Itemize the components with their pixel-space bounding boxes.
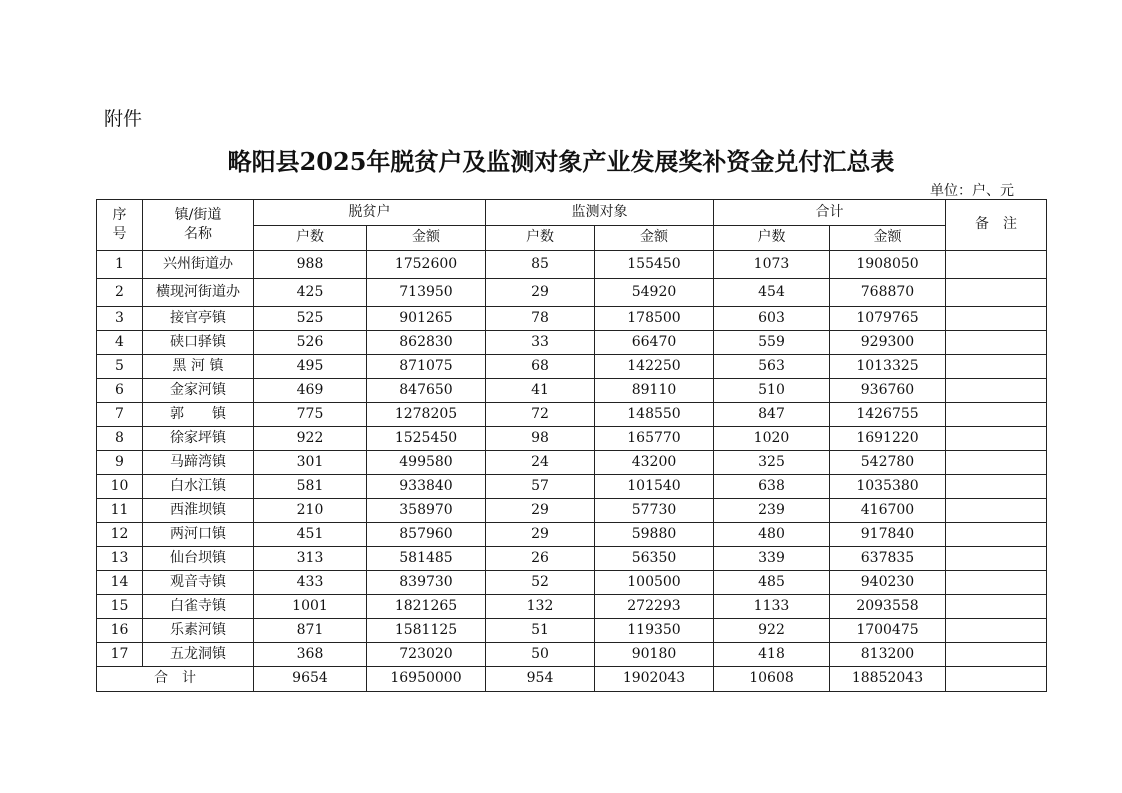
total-remark: [946, 667, 1047, 692]
cell-monitor-amount: 43200: [595, 451, 714, 475]
cell-total-amount: 1908050: [830, 251, 946, 279]
cell-town-name: 硖口驿镇: [143, 331, 254, 355]
cell-monitor-households: 98: [486, 427, 595, 451]
cell-monitor-households: 26: [486, 547, 595, 571]
cell-town-name: 兴州街道办: [143, 251, 254, 279]
cell-total-households: 563: [714, 355, 830, 379]
table-row: [97, 331, 1047, 355]
cell-monitor-amount: 178500: [595, 307, 714, 331]
cell-poverty-households: 469: [254, 379, 367, 403]
cell-monitor-households: 51: [486, 619, 595, 643]
cell-monitor-amount: 142250: [595, 355, 714, 379]
cell-total-amount: 416700: [830, 499, 946, 523]
cell-poverty-amount: 1752600: [367, 251, 486, 279]
cell-town-name: 两河口镇: [143, 523, 254, 547]
header-remark: 备 注: [946, 200, 1047, 251]
cell-poverty-amount: 723020: [367, 643, 486, 667]
cell-total-households: 418: [714, 643, 830, 667]
cell-poverty-amount: 862830: [367, 331, 486, 355]
cell-remark: [946, 619, 1047, 643]
cell-poverty-households: 313: [254, 547, 367, 571]
cell-poverty-households: 526: [254, 331, 367, 355]
cell-poverty-households: 210: [254, 499, 367, 523]
cell-seq: 17: [97, 643, 143, 667]
cell-total-households: 1020: [714, 427, 830, 451]
cell-monitor-households: 29: [486, 523, 595, 547]
cell-town-name: 五龙洞镇: [143, 643, 254, 667]
cell-monitor-households: 24: [486, 451, 595, 475]
cell-total-households: 559: [714, 331, 830, 355]
cell-seq: 6: [97, 379, 143, 403]
cell-seq: 1: [97, 251, 143, 279]
cell-monitor-households: 33: [486, 331, 595, 355]
total-monitor-amount: 1902043: [595, 667, 714, 692]
header-row-1: [97, 200, 1047, 226]
cell-total-households: 480: [714, 523, 830, 547]
header-seq: [97, 200, 143, 251]
cell-remark: [946, 307, 1047, 331]
cell-poverty-households: 451: [254, 523, 367, 547]
header-monitor-households: 户数: [486, 226, 595, 251]
cell-remark: [946, 379, 1047, 403]
cell-poverty-households: 1001: [254, 595, 367, 619]
table-row: [97, 523, 1047, 547]
cell-poverty-households: 525: [254, 307, 367, 331]
cell-remark: [946, 475, 1047, 499]
cell-monitor-amount: 119350: [595, 619, 714, 643]
total-households: 10608: [714, 667, 830, 692]
cell-seq: 10: [97, 475, 143, 499]
cell-seq: 13: [97, 547, 143, 571]
cell-monitor-households: 41: [486, 379, 595, 403]
cell-total-households: 325: [714, 451, 830, 475]
header-poverty-amount: 金额: [367, 226, 486, 251]
cell-monitor-households: 50: [486, 643, 595, 667]
cell-poverty-households: 922: [254, 427, 367, 451]
header-town-top: 镇/街道: [174, 207, 222, 224]
cell-monitor-households: 29: [486, 279, 595, 307]
total-label: 合 计: [97, 667, 254, 692]
table-row: [97, 307, 1047, 331]
cell-town-name: 仙台坝镇: [143, 547, 254, 571]
cell-total-households: 239: [714, 499, 830, 523]
cell-monitor-amount: 272293: [595, 595, 714, 619]
cell-poverty-households: 433: [254, 571, 367, 595]
cell-total-amount: 1691220: [830, 427, 946, 451]
cell-remark: [946, 451, 1047, 475]
table-row: [97, 451, 1047, 475]
cell-monitor-amount: 155450: [595, 251, 714, 279]
header-seq-top: 序: [112, 207, 127, 224]
cell-seq: 12: [97, 523, 143, 547]
cell-poverty-amount: 1821265: [367, 595, 486, 619]
cell-total-amount: 1426755: [830, 403, 946, 427]
cell-monitor-amount: 54920: [595, 279, 714, 307]
total-poverty-households: 9654: [254, 667, 367, 692]
cell-poverty-amount: 839730: [367, 571, 486, 595]
header-total-group: 合计: [714, 200, 946, 226]
cell-seq: 8: [97, 427, 143, 451]
cell-poverty-households: 775: [254, 403, 367, 427]
document-title: 略阳县2025年脱贫户及监测对象产业发展奖补资金兑付汇总表: [227, 147, 895, 176]
cell-poverty-households: 368: [254, 643, 367, 667]
cell-remark: [946, 427, 1047, 451]
cell-total-amount: 2093558: [830, 595, 946, 619]
cell-total-amount: 1079765: [830, 307, 946, 331]
cell-seq: 9: [97, 451, 143, 475]
cell-monitor-households: 57: [486, 475, 595, 499]
header-town: [143, 200, 254, 251]
cell-monitor-households: 132: [486, 595, 595, 619]
attachment-label: 附件: [104, 108, 143, 130]
cell-poverty-households: 425: [254, 279, 367, 307]
table-row: [97, 595, 1047, 619]
cell-total-households: 922: [714, 619, 830, 643]
cell-poverty-households: 988: [254, 251, 367, 279]
summary-table: [96, 199, 1047, 692]
cell-monitor-amount: 57730: [595, 499, 714, 523]
cell-total-households: 847: [714, 403, 830, 427]
table-row: [97, 427, 1047, 451]
cell-poverty-amount: 358970: [367, 499, 486, 523]
cell-remark: [946, 331, 1047, 355]
cell-town-name: 乐素河镇: [143, 619, 254, 643]
cell-poverty-amount: 847650: [367, 379, 486, 403]
cell-total-amount: 1700475: [830, 619, 946, 643]
cell-total-households: 339: [714, 547, 830, 571]
cell-seq: 7: [97, 403, 143, 427]
cell-monitor-households: 72: [486, 403, 595, 427]
cell-poverty-amount: 1581125: [367, 619, 486, 643]
cell-remark: [946, 251, 1047, 279]
table-row: [97, 379, 1047, 403]
cell-total-households: 638: [714, 475, 830, 499]
total-poverty-amount: 16950000: [367, 667, 486, 692]
cell-monitor-amount: 56350: [595, 547, 714, 571]
cell-monitor-households: 52: [486, 571, 595, 595]
cell-monitor-amount: 148550: [595, 403, 714, 427]
header-monitor-group: 监测对象: [486, 200, 714, 226]
cell-remark: [946, 547, 1047, 571]
cell-total-households: 1073: [714, 251, 830, 279]
cell-monitor-households: 29: [486, 499, 595, 523]
cell-seq: 16: [97, 619, 143, 643]
cell-poverty-amount: 871075: [367, 355, 486, 379]
cell-monitor-amount: 89110: [595, 379, 714, 403]
cell-monitor-amount: 66470: [595, 331, 714, 355]
cell-remark: [946, 355, 1047, 379]
cell-remark: [946, 571, 1047, 595]
cell-monitor-amount: 165770: [595, 427, 714, 451]
cell-total-households: 603: [714, 307, 830, 331]
cell-town-name: 郭 镇: [143, 403, 254, 427]
header-monitor-amount: 金额: [595, 226, 714, 251]
header-total-households: 户数: [714, 226, 830, 251]
cell-town-name: 观音寺镇: [143, 571, 254, 595]
cell-seq: 15: [97, 595, 143, 619]
table-row: [97, 619, 1047, 643]
cell-total-amount: 768870: [830, 279, 946, 307]
table-row: [97, 403, 1047, 427]
table-row: [97, 251, 1047, 279]
total-row: [97, 667, 1047, 692]
total-amount: 18852043: [830, 667, 946, 692]
header-town-bottom: 名称: [184, 226, 212, 242]
cell-remark: [946, 523, 1047, 547]
cell-monitor-households: 78: [486, 307, 595, 331]
table-row: [97, 279, 1047, 307]
cell-poverty-households: 301: [254, 451, 367, 475]
total-monitor-households: 954: [486, 667, 595, 692]
cell-seq: 3: [97, 307, 143, 331]
cell-monitor-amount: 90180: [595, 643, 714, 667]
cell-seq: 2: [97, 279, 143, 307]
table-row: [97, 571, 1047, 595]
cell-town-name: 西淮坝镇: [143, 499, 254, 523]
unit-label: 单位：户、元: [930, 183, 1014, 199]
cell-poverty-amount: 1525450: [367, 427, 486, 451]
cell-total-amount: 1035380: [830, 475, 946, 499]
cell-total-households: 485: [714, 571, 830, 595]
cell-total-amount: 917840: [830, 523, 946, 547]
cell-total-households: 510: [714, 379, 830, 403]
cell-town-name: 接官亭镇: [143, 307, 254, 331]
cell-seq: 14: [97, 571, 143, 595]
cell-total-households: 1133: [714, 595, 830, 619]
cell-town-name: 金家河镇: [143, 379, 254, 403]
cell-poverty-amount: 581485: [367, 547, 486, 571]
cell-town-name: 徐家坪镇: [143, 427, 254, 451]
header-total-amount: 金额: [830, 226, 946, 251]
cell-remark: [946, 643, 1047, 667]
cell-town-name: 马蹄湾镇: [143, 451, 254, 475]
cell-total-amount: 813200: [830, 643, 946, 667]
cell-poverty-households: 871: [254, 619, 367, 643]
cell-total-amount: 940230: [830, 571, 946, 595]
cell-seq: 4: [97, 331, 143, 355]
cell-total-amount: 1013325: [830, 355, 946, 379]
cell-monitor-amount: 59880: [595, 523, 714, 547]
cell-town-name: 白水江镇: [143, 475, 254, 499]
table-row: [97, 475, 1047, 499]
cell-remark: [946, 403, 1047, 427]
header-seq-bottom: 号: [112, 226, 127, 242]
cell-poverty-amount: 499580: [367, 451, 486, 475]
cell-poverty-amount: 901265: [367, 307, 486, 331]
cell-monitor-households: 68: [486, 355, 595, 379]
header-poverty-group: 脱贫户: [254, 200, 486, 226]
table-row: [97, 499, 1047, 523]
table-row: [97, 547, 1047, 571]
table-row: [97, 643, 1047, 667]
cell-seq: 11: [97, 499, 143, 523]
cell-poverty-amount: 1278205: [367, 403, 486, 427]
cell-poverty-amount: 933840: [367, 475, 486, 499]
cell-poverty-households: 495: [254, 355, 367, 379]
cell-total-amount: 542780: [830, 451, 946, 475]
cell-seq: 5: [97, 355, 143, 379]
cell-monitor-amount: 100500: [595, 571, 714, 595]
cell-total-amount: 929300: [830, 331, 946, 355]
cell-total-amount: 637835: [830, 547, 946, 571]
cell-remark: [946, 499, 1047, 523]
header-poverty-households: 户数: [254, 226, 367, 251]
cell-poverty-amount: 713950: [367, 279, 486, 307]
cell-monitor-amount: 101540: [595, 475, 714, 499]
cell-monitor-households: 85: [486, 251, 595, 279]
cell-poverty-amount: 857960: [367, 523, 486, 547]
cell-remark: [946, 279, 1047, 307]
cell-remark: [946, 595, 1047, 619]
cell-town-name: 横现河街道办: [143, 279, 254, 307]
cell-total-households: 454: [714, 279, 830, 307]
cell-town-name: 白雀寺镇: [143, 595, 254, 619]
cell-town-name: 黑 河 镇: [143, 355, 254, 379]
cell-total-amount: 936760: [830, 379, 946, 403]
table-row: [97, 355, 1047, 379]
cell-poverty-households: 581: [254, 475, 367, 499]
